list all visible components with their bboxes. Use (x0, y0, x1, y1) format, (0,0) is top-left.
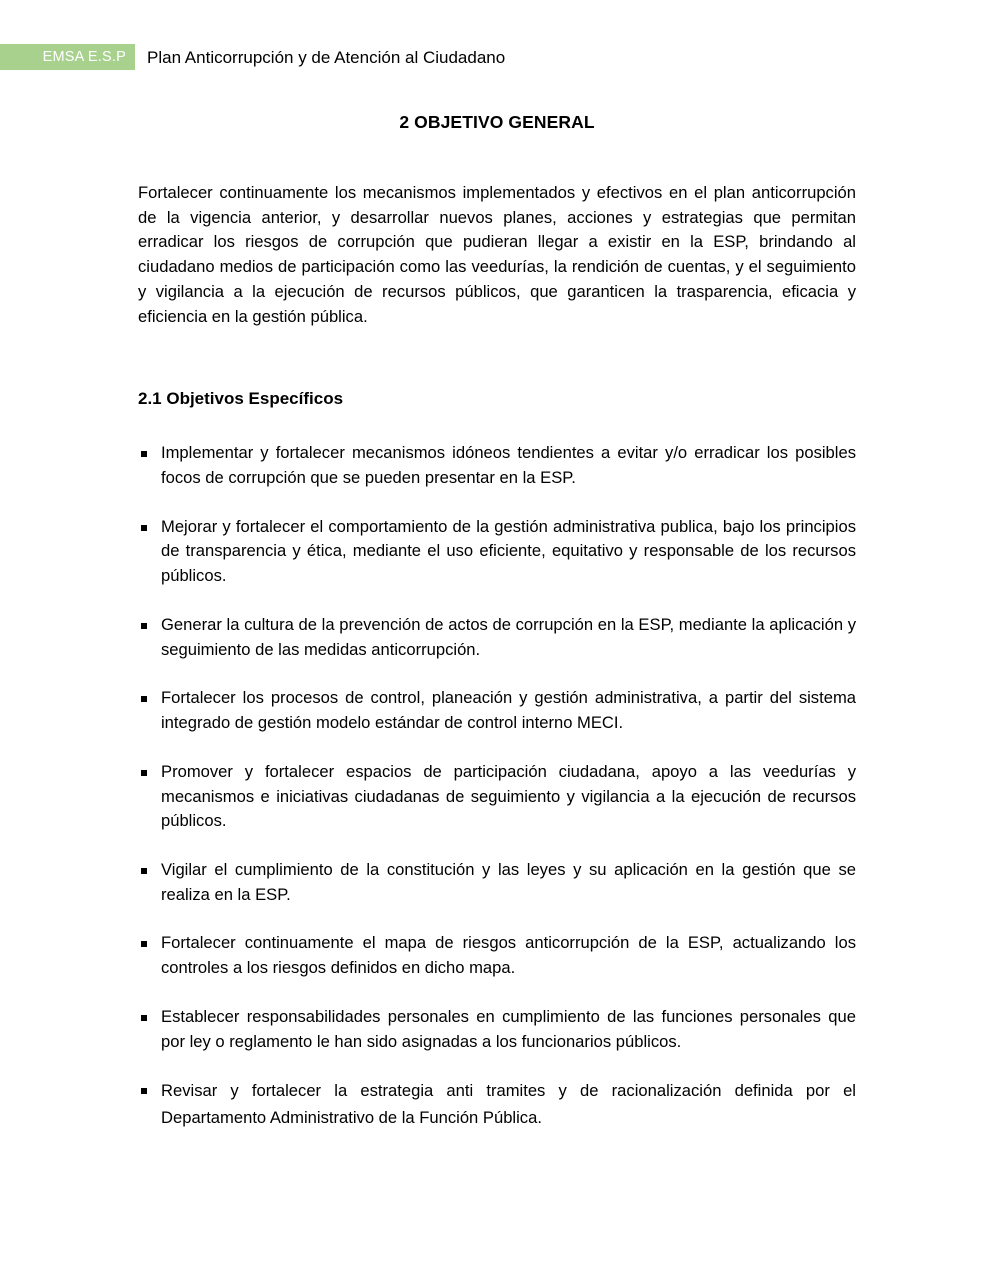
list-item-text: Establecer responsabilidades personales en cumplimiento de las funciones personales que por ley o reglamento le han sido asignadas a los funcionarios públicos. (161, 1006, 856, 1051)
list-item-text: Implementar y fortalecer mecanismos idóneos tendientes a evitar y/o erradicar los posibles focos de corrupción que se pueden presentar en la ESP. (161, 443, 856, 488)
document-body (138, 112, 856, 1132)
square-bullet-icon (141, 1088, 147, 1094)
document-header (0, 44, 990, 70)
brand-label: EMSA E.S.P (42, 48, 126, 65)
square-bullet-icon (141, 770, 147, 776)
square-bullet-icon (141, 623, 147, 629)
list-item (138, 686, 856, 735)
page-title: 2 OBJETIVO GENERAL (399, 112, 595, 132)
subsection-title: 2.1 Objetivos Específicos (138, 389, 344, 409)
list-item (138, 1005, 856, 1054)
list-item (138, 858, 856, 907)
header-document-title: Plan Anticorrupción y de Atención al Ciudadano (147, 47, 506, 67)
square-bullet-icon (141, 941, 147, 947)
list-item (138, 931, 856, 980)
list-item (138, 1078, 856, 1132)
general-objective-paragraph: Fortalecer continuamente los mecanismos implementados y efectivos en el plan anticorrupción de la vigencia anterior, y desarrollar nuevos planes, acciones y estrategias que permitan erradicar los riesgos de corrupción que pudieran llegar a existir en la ESP, brindando al ciudadano medios de participación como las veedurías, la rendición de cuentas, y el seguimiento y vigilancia a la ejecución de recursos públicos, que garanticen la trasparencia, eficacia y eficiencia en la gestión pública. (138, 183, 856, 326)
square-bullet-icon (141, 451, 147, 457)
objectives-list (138, 441, 856, 1132)
list-item-text: Fortalecer continuamente el mapa de riesgos anticorrupción de la ESP, actualizando los controles a los riesgos definidos en dicho mapa. (161, 933, 856, 978)
square-bullet-icon (141, 696, 147, 702)
list-item (138, 441, 856, 490)
square-bullet-icon (141, 1015, 147, 1021)
square-bullet-icon (141, 868, 147, 874)
list-item-text: Fortalecer los procesos de control, planeación y gestión administrativa, a partir del sistema integrado de gestión modelo estándar de control interno MECI. (161, 688, 856, 733)
list-item-text: Generar la cultura de la prevención de actos de corrupción en la ESP, mediante la aplicación y seguimiento de las medidas anticorrupción. (161, 614, 856, 659)
list-item-text: Promover y fortalecer espacios de participación ciudadana, apoyo a las veedurías y mecanismos e iniciativas ciudadanas de seguimiento y vigilancia a la ejecución de recursos públicos. (161, 761, 856, 831)
square-bullet-icon (141, 525, 147, 531)
list-item (138, 613, 856, 662)
list-item (138, 515, 856, 589)
brand-badge (0, 44, 135, 70)
list-item-text: Vigilar el cumplimiento de la constitución y las leyes y su aplicación en la gestión que se realiza en la ESP. (161, 859, 856, 904)
list-item-text: Mejorar y fortalecer el comportamiento de la gestión administrativa publica, bajo los principios de transparencia y ética, mediante el uso eficiente, equitativo y responsable de los recursos públicos. (161, 516, 856, 586)
list-item-text: Revisar y fortalecer la estrategia anti tramites y de racionalización definida por el Departamento Administrativo de la Función Pública. (161, 1081, 856, 1128)
list-item (138, 760, 856, 834)
